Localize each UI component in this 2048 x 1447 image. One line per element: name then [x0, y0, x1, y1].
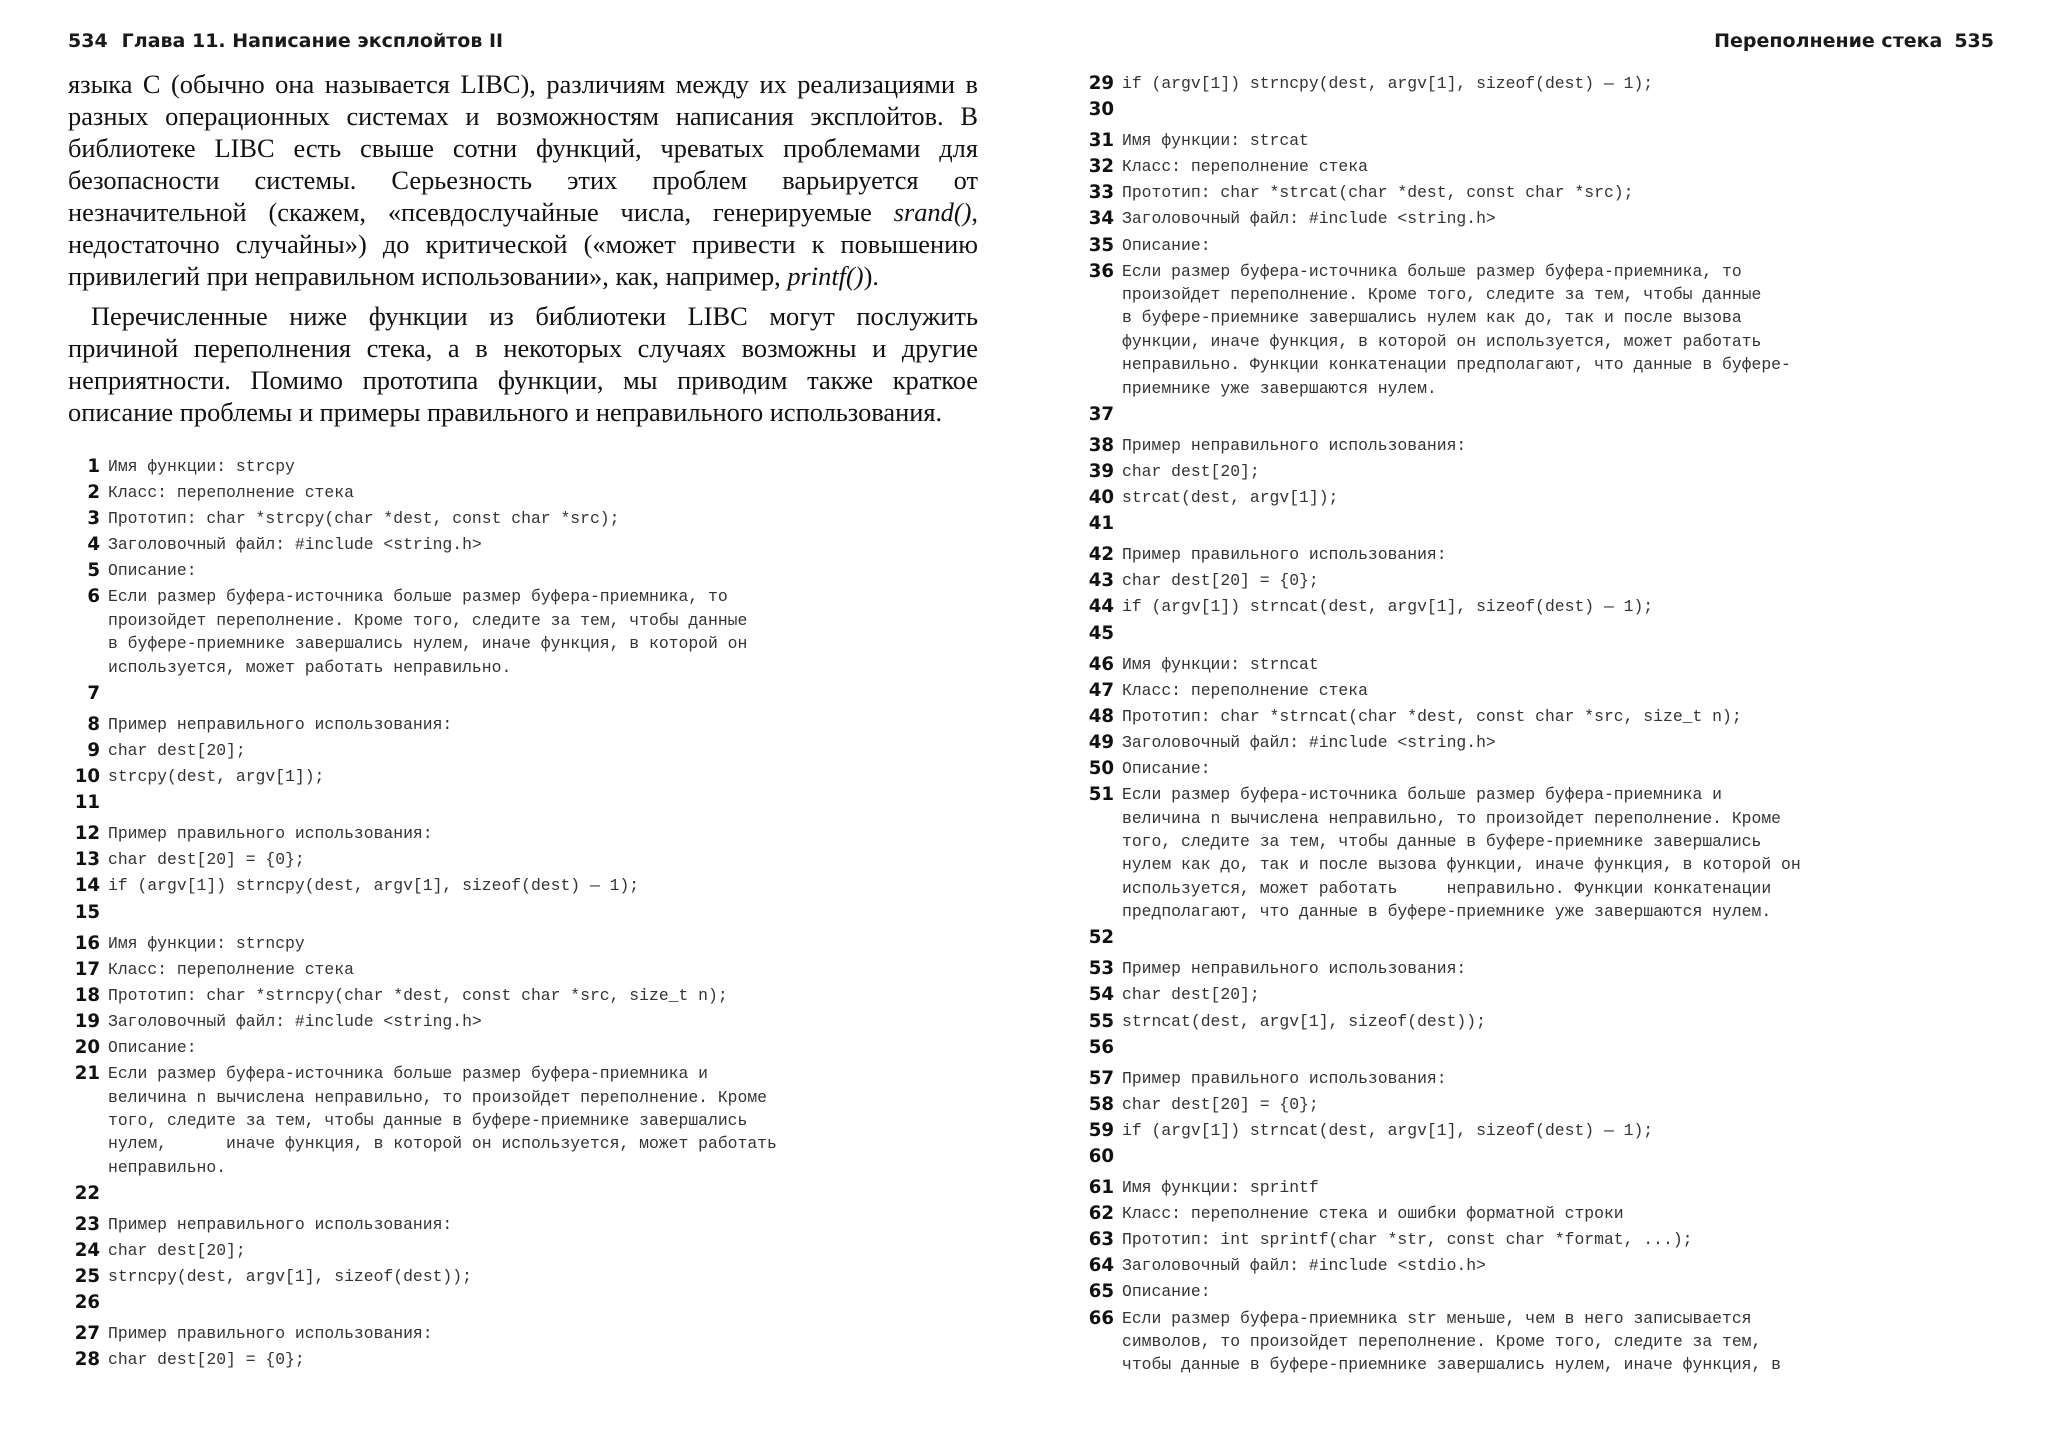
code-text-line: приемнике уже завершаются нулем. — [1122, 378, 1437, 398]
code-text — [108, 850, 305, 869]
line-number: 61 — [1088, 1177, 1114, 1199]
code-text-line: величина n вычислена неправильно, то произойдет переполнение. Кроме — [1122, 808, 1782, 828]
code-text-line: Описание: — [1122, 1282, 1211, 1302]
code-text-line: нулем, иначе функция, в которой он используется, может работать — [108, 1134, 777, 1154]
code-text — [1122, 131, 1309, 150]
left-page-header — [68, 30, 978, 56]
code-text-line: символов, то произойдет переполнение. Кроме того, следите за тем, — [1122, 1331, 1762, 1351]
code-text — [1122, 1095, 1319, 1114]
code-text-line: Имя функции: strcpy — [108, 457, 295, 476]
code-text — [1122, 1256, 1486, 1275]
code-text — [1122, 733, 1496, 752]
right-page-number: 535 — [1954, 30, 1994, 52]
code-text — [108, 986, 728, 1005]
code-line — [68, 1213, 777, 1237]
code-text-line: величина n вычислена неправильно, то произойдет переполнение. Кроме — [108, 1087, 768, 1107]
text-run: , недостаточно случайны») до критической («может привести к повышению привилегий при неправильном использовании», как, например, — [68, 197, 978, 291]
code-line — [1082, 1036, 1801, 1065]
code-text-line: Заголовочный файл: #include <string.h> — [1122, 732, 1496, 752]
code-text — [108, 1062, 777, 1179]
code-line — [68, 1291, 777, 1320]
code-text — [1122, 545, 1447, 564]
code-line — [1082, 1254, 1801, 1278]
line-number: 10 — [74, 766, 100, 788]
code-text — [1122, 436, 1466, 455]
code-listing-left — [68, 455, 777, 1374]
code-line — [68, 713, 777, 737]
code-text-line: char dest[20] = {0}; — [108, 850, 305, 870]
code-text-line: if (argv[1]) strncat(dest, argv[1], sizeof(dest) — 1); — [1122, 597, 1654, 617]
code-text-line: strncpy(dest, argv[1], sizeof(dest)); — [108, 1267, 472, 1287]
line-number: 58 — [1088, 1093, 1114, 1115]
code-line — [1082, 155, 1801, 179]
line-number: 59 — [1088, 1119, 1114, 1141]
code-text-line: предполагают, что данные в буфере-приемнике уже завершаются нулем. — [1122, 902, 1772, 922]
line-number: 4 — [87, 534, 100, 556]
code-line — [1082, 1228, 1801, 1252]
code-line — [1082, 1280, 1801, 1304]
code-line — [68, 1239, 777, 1263]
code-text-line: Пример неправильного использования: — [108, 1214, 453, 1234]
line-number: 2 — [87, 482, 100, 504]
line-number: 15 — [74, 901, 100, 923]
code-text-line: Имя функции: strncat — [1122, 654, 1319, 674]
right-page — [1082, 0, 1994, 1447]
code-text-line: Класс: переполнение стека — [108, 959, 354, 979]
line-number: 17 — [74, 958, 100, 980]
code-text-line: Описание: — [108, 561, 197, 581]
code-text-line: Прототип: char *strncpy(char *dest, const char *src, size_t n); — [108, 985, 728, 1005]
line-number: 52 — [1088, 927, 1114, 949]
right-page-header — [1082, 30, 1994, 56]
line-number: 60 — [1088, 1145, 1114, 1167]
code-text — [1122, 959, 1466, 978]
code-text-line: Пример неправильного использования: — [1122, 959, 1467, 979]
code-line — [68, 585, 777, 679]
code-text — [108, 824, 433, 843]
line-number: 53 — [1088, 958, 1114, 980]
code-text — [1122, 1230, 1693, 1249]
line-number: 13 — [74, 849, 100, 871]
code-text-line: Пример правильного использования: — [1122, 545, 1447, 565]
code-text-line: функции, иначе функция, в которой он используется, может работать — [1122, 331, 1762, 351]
line-number: 12 — [74, 823, 100, 845]
line-number: 19 — [74, 1010, 100, 1032]
line-number: 64 — [1088, 1255, 1114, 1277]
code-text — [1122, 183, 1633, 202]
code-line — [1082, 207, 1801, 231]
line-number: 20 — [74, 1037, 100, 1058]
code-text-line: Если размер буфера-приемника str меньше, чем в него записывается — [1122, 1308, 1752, 1328]
line-number: 45 — [1088, 622, 1114, 644]
code-text-line: в буфере-приемнике завершались нулем, иначе функция, в которой он — [108, 634, 748, 654]
code-line — [1082, 926, 1801, 955]
code-text-line: strcpy(dest, argv[1]); — [108, 767, 325, 787]
code-line — [1082, 679, 1801, 703]
code-text-line: того, следите за тем, чтобы данные в буфере-приемнике завершались — [1122, 831, 1762, 851]
code-line — [68, 455, 777, 479]
code-text — [108, 1038, 197, 1057]
code-listing-right — [1082, 72, 1801, 1379]
code-text-line: Пример правильного использования: — [1122, 1068, 1447, 1088]
line-number: 28 — [74, 1349, 100, 1371]
code-line — [68, 739, 777, 763]
code-text — [108, 876, 639, 895]
code-line — [1082, 983, 1801, 1007]
code-text-line: char dest[20] = {0}; — [1122, 571, 1319, 591]
code-text-line: произойдет переполнение. Кроме того, следите за тем, чтобы данные — [108, 610, 748, 630]
line-number: 9 — [87, 739, 100, 761]
code-text-line: Прототип: char *strcat(char *dest, const char *src); — [1122, 183, 1634, 203]
code-text — [1122, 1307, 1801, 1377]
line-number: 36 — [1088, 260, 1114, 282]
chapter-title: Глава 11. Написание эксплойтов II — [121, 30, 504, 52]
code-line — [1082, 181, 1801, 205]
line-number: 5 — [87, 560, 100, 582]
code-text — [108, 561, 197, 580]
code-text-line: используется, может работать неправильно. — [108, 657, 512, 677]
code-line — [68, 1348, 777, 1372]
code-text-line: произойдет переполнение. Кроме того, следите за тем, чтобы данные — [1122, 285, 1762, 305]
code-text — [1122, 209, 1496, 228]
function-name: printf() — [787, 261, 864, 291]
code-text — [1122, 236, 1211, 255]
left-page-number: 534 — [68, 30, 108, 52]
code-text-line: в буфере-приемнике завершались нулем как до, так и после вызова — [1122, 308, 1742, 328]
line-number: 42 — [1088, 544, 1114, 566]
code-line — [68, 1062, 777, 1179]
code-text — [1122, 74, 1653, 93]
code-line — [1082, 757, 1801, 781]
code-line — [1082, 569, 1801, 593]
code-text-line: используется, может работать неправильно. Функции конкатенации — [1122, 878, 1772, 898]
code-text-line: Прототип: int sprintf(char *str, const char *format, ...); — [1122, 1230, 1693, 1250]
code-text — [1122, 1204, 1624, 1223]
code-text-line: Описание: — [1122, 235, 1211, 255]
code-line — [1082, 595, 1801, 619]
code-text — [1122, 260, 1801, 401]
code-text-line: if (argv[1]) strncpy(dest, argv[1], sizeof(dest) — 1); — [1122, 74, 1654, 93]
code-text — [1122, 783, 1801, 924]
code-text — [108, 1215, 452, 1234]
code-line — [68, 507, 777, 531]
code-text — [108, 1241, 246, 1260]
line-number: 29 — [1088, 73, 1114, 94]
code-text-line: Пример неправильного использования: — [108, 714, 453, 734]
code-text-line: неправильно. — [108, 1157, 227, 1177]
line-number: 23 — [74, 1213, 100, 1235]
code-text — [108, 960, 354, 979]
line-number: 63 — [1088, 1229, 1114, 1251]
code-line — [68, 481, 777, 505]
line-number: 66 — [1088, 1307, 1114, 1329]
code-text — [1122, 157, 1368, 176]
intro-text — [68, 68, 978, 428]
intro-paragraph-1 — [68, 68, 978, 292]
code-line — [68, 984, 777, 1008]
code-text-line: if (argv[1]) strncat(dest, argv[1], sizeof(dest) — 1); — [1122, 1120, 1654, 1140]
code-text — [1122, 571, 1319, 590]
line-number: 7 — [87, 682, 100, 704]
line-number: 8 — [87, 713, 100, 735]
code-text-line: того, следите за тем, чтобы данные в буфере-приемнике завершались — [108, 1110, 748, 1130]
line-number: 22 — [74, 1182, 100, 1204]
code-text-line: char dest[20]; — [108, 1241, 246, 1260]
code-text — [108, 741, 246, 760]
code-text-line: Класс: переполнение стека — [108, 483, 354, 503]
code-text — [1122, 1121, 1653, 1140]
line-number: 49 — [1088, 731, 1114, 753]
code-line — [68, 822, 777, 846]
code-text — [108, 715, 452, 734]
code-text-line: Если размер буфера-источника больше размер буфера-приемника, то — [1122, 261, 1742, 281]
code-text-line: Имя функции: strcat — [1122, 131, 1309, 151]
code-line — [68, 682, 777, 711]
line-number: 30 — [1088, 99, 1114, 121]
code-text-line: Прототип: char *strcpy(char *dest, const char *src); — [108, 509, 620, 529]
intro-paragraph-2: Перечисленные ниже функции из библиотеки LIBC могут послужить причиной переполнения стека, а в некоторых случаях возможны и другие неприятности. Помимо прототипа функции, мы приводим также краткое описание проблемы и примеры правильного и неправильного использования. — [68, 301, 978, 427]
code-text — [1122, 1282, 1211, 1301]
line-number: 51 — [1088, 784, 1114, 806]
code-text — [1122, 597, 1653, 616]
line-number: 46 — [1088, 653, 1114, 675]
code-line — [1082, 1119, 1801, 1143]
line-number: 6 — [87, 586, 100, 608]
line-number: 44 — [1088, 596, 1114, 618]
code-text — [1122, 759, 1211, 778]
code-text-line: Описание: — [1122, 759, 1211, 778]
code-text-line: нулем как до, так и после вызова функции, иначе функция, в которой он — [1122, 855, 1801, 875]
code-text-line: неправильно. Функции конкатенации предполагают, что данные в буфере- — [1122, 355, 1791, 375]
code-line — [1082, 1145, 1801, 1174]
code-text-line: Класс: переполнение стека — [1122, 157, 1368, 177]
line-number: 48 — [1088, 705, 1114, 727]
code-line — [1082, 1176, 1801, 1200]
code-text-line: Заголовочный файл: #include <string.h> — [108, 1011, 482, 1031]
code-line — [1082, 653, 1801, 677]
code-text-line: Пример правильного использования: — [108, 1324, 433, 1344]
code-line — [1082, 234, 1801, 258]
line-number: 57 — [1088, 1067, 1114, 1089]
code-text — [108, 1350, 305, 1369]
text-run: ). — [863, 261, 879, 291]
code-line — [68, 1322, 777, 1346]
code-line — [1082, 622, 1801, 651]
code-text-line: Если размер буфера-источника больше размер буфера-приемника, то — [108, 587, 728, 607]
code-line — [1082, 129, 1801, 153]
code-text-line: Прототип: char *strncat(char *dest, const char *src, size_t n); — [1122, 706, 1742, 726]
code-line — [68, 848, 777, 872]
code-text — [1122, 707, 1742, 726]
code-text-line: char dest[20]; — [1122, 985, 1260, 1005]
line-number: 47 — [1088, 679, 1114, 701]
line-number: 50 — [1088, 758, 1114, 779]
code-line — [1082, 705, 1801, 729]
line-number: 26 — [74, 1292, 100, 1314]
code-line — [68, 765, 777, 789]
code-text-line: char dest[20]; — [1122, 461, 1260, 481]
code-line — [1082, 1307, 1801, 1377]
line-number: 25 — [74, 1266, 100, 1288]
code-line — [1082, 403, 1801, 432]
line-number: 11 — [74, 792, 100, 814]
line-number: 21 — [74, 1063, 100, 1085]
code-line — [68, 533, 777, 557]
code-text-line: Пример правильного использования: — [108, 824, 433, 844]
code-text — [108, 585, 777, 679]
code-text — [1122, 1069, 1447, 1088]
code-text-line: Если размер буфера-источника больше размер буфера-приемника и — [1122, 785, 1722, 805]
code-text-line: Если размер буфера-источника больше размер буфера-приемника и — [108, 1064, 708, 1084]
code-text-line: Пример неправильного использования: — [1122, 435, 1467, 455]
code-text-line: Заголовочный файл: #include <string.h> — [108, 535, 482, 555]
code-text-line: char dest[20] = {0}; — [108, 1350, 305, 1370]
line-number: 39 — [1088, 460, 1114, 482]
line-number: 37 — [1088, 403, 1114, 425]
line-number: 35 — [1088, 234, 1114, 256]
code-text — [108, 934, 305, 953]
line-number: 1 — [87, 456, 100, 477]
code-text — [108, 457, 295, 476]
code-line — [1082, 731, 1801, 755]
code-text — [108, 535, 482, 554]
code-line — [68, 958, 777, 982]
code-text-line: Класс: переполнение стека — [1122, 680, 1368, 700]
line-number: 3 — [87, 508, 100, 530]
code-text-line: if (argv[1]) strncpy(dest, argv[1], sizeof(dest) — 1); — [108, 876, 640, 896]
code-text — [108, 509, 619, 528]
code-text-line: Имя функции: strncpy — [108, 933, 305, 953]
line-number: 41 — [1088, 513, 1114, 535]
code-line — [68, 559, 777, 583]
code-line — [68, 1036, 777, 1060]
line-number: 18 — [74, 984, 100, 1006]
code-line — [1082, 98, 1801, 127]
line-number: 32 — [1088, 156, 1114, 178]
code-line — [68, 932, 777, 956]
code-text — [108, 1324, 433, 1343]
line-number: 16 — [74, 932, 100, 954]
text-run: языка C (обычно она называется LIBC), различиям между их реализациями в разных операционных системах и возможностям написания эксплойтов. В библиотеке LIBC есть свыше сотни функций, чреватых проблемами для безопасности системы. Серьезность этих проблем варьируется от незначительной (скажем, «псевдослучайные числа, генерируемые — [68, 69, 978, 227]
left-page — [68, 0, 978, 1447]
code-line — [1082, 260, 1801, 401]
code-text-line: Заголовочный файл: #include <string.h> — [1122, 209, 1496, 229]
code-text — [108, 1267, 472, 1286]
code-text — [1122, 1012, 1486, 1031]
code-line — [68, 791, 777, 820]
code-line — [1082, 957, 1801, 981]
code-text — [1122, 488, 1338, 507]
line-number: 62 — [1088, 1203, 1114, 1225]
code-line — [68, 901, 777, 930]
line-number: 14 — [74, 875, 100, 897]
code-line — [1082, 1202, 1801, 1226]
line-number: 40 — [1088, 487, 1114, 509]
line-number: 34 — [1088, 208, 1114, 230]
code-text — [1122, 655, 1319, 674]
code-text-line: Описание: — [108, 1038, 197, 1057]
code-text-line: Имя функции: sprintf — [1122, 1178, 1319, 1198]
code-line — [68, 1265, 777, 1289]
code-line — [1082, 1010, 1801, 1034]
line-number: 31 — [1088, 130, 1114, 152]
code-text-line: char dest[20] = {0}; — [1122, 1094, 1319, 1114]
code-line — [1082, 1093, 1801, 1117]
line-number: 56 — [1088, 1036, 1114, 1058]
code-line — [1082, 434, 1801, 458]
code-text — [108, 1012, 482, 1031]
line-number: 65 — [1088, 1281, 1114, 1303]
code-text-line: Класс: переполнение стека и ошибки форматной строки — [1122, 1204, 1624, 1224]
code-text — [1122, 1178, 1319, 1197]
function-name: srand() — [893, 197, 972, 227]
code-line — [1082, 543, 1801, 567]
line-number: 38 — [1088, 434, 1114, 456]
section-title: Переполнение стека — [1714, 30, 1943, 52]
line-number: 43 — [1088, 570, 1114, 592]
code-line — [1082, 460, 1801, 484]
code-text-line: Заголовочный файл: #include <stdio.h> — [1122, 1256, 1486, 1276]
code-text-line: strncat(dest, argv[1], sizeof(dest)); — [1122, 1011, 1486, 1031]
code-line — [1082, 1067, 1801, 1091]
code-line — [1082, 486, 1801, 510]
code-line — [1082, 72, 1801, 96]
code-text — [1122, 462, 1260, 481]
code-line — [1082, 783, 1801, 924]
line-number: 33 — [1088, 182, 1114, 204]
code-text-line: char dest[20]; — [108, 740, 246, 760]
code-text — [108, 767, 324, 786]
code-text-line: чтобы данные в буфере-приемнике завершались нулем, иначе функция, в — [1122, 1355, 1782, 1375]
code-text — [1122, 681, 1368, 700]
code-line — [68, 1182, 777, 1211]
code-text — [108, 483, 354, 502]
code-line — [68, 1010, 777, 1034]
line-number: 24 — [74, 1240, 100, 1261]
code-text — [1122, 985, 1260, 1004]
line-number: 54 — [1088, 984, 1114, 1006]
code-line — [68, 874, 777, 898]
line-number: 27 — [74, 1323, 100, 1345]
code-line — [1082, 512, 1801, 541]
line-number: 55 — [1088, 1010, 1114, 1032]
code-text-line: strcat(dest, argv[1]); — [1122, 488, 1339, 508]
